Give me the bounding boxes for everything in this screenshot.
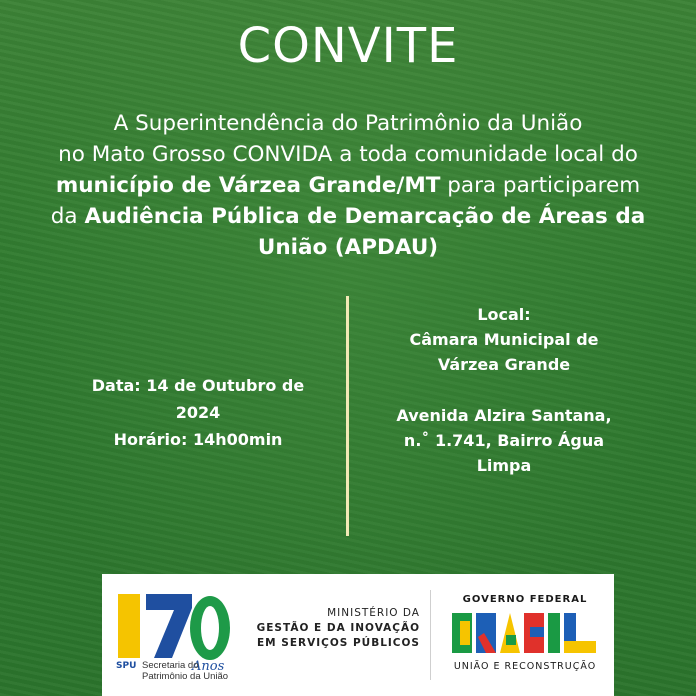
intro-line-4 bbox=[0, 201, 696, 232]
ministry-line-1: MINISTÉRIO DA bbox=[327, 607, 420, 619]
spu-caption-line-1: Secretaria do bbox=[142, 660, 199, 671]
vertical-divider bbox=[346, 296, 349, 536]
anos-label: Anos bbox=[192, 659, 225, 674]
intro-line-3-rest: para participarem bbox=[440, 173, 641, 198]
location-block bbox=[368, 302, 640, 478]
governo-federal-label: GOVERNO FEDERAL bbox=[462, 594, 588, 605]
date-line-2: 2024 bbox=[175, 403, 221, 422]
address-line-2: n.˚ 1.741, Bairro Água bbox=[403, 431, 605, 450]
intro-line-4-pre: da bbox=[50, 204, 85, 229]
location-label: Local: bbox=[477, 305, 531, 324]
spacer bbox=[368, 377, 640, 403]
date-time-block bbox=[70, 372, 326, 453]
spu-tag: SPU bbox=[116, 661, 137, 671]
municipality-name: município de Várzea Grande/MT bbox=[55, 173, 441, 198]
uniao-reconstrucao-label: UNIÃO E RECONSTRUÇÃO bbox=[453, 661, 597, 672]
page-title: CONVITE bbox=[237, 18, 459, 74]
date-line-1: Data: 14 de Outubro de bbox=[91, 376, 305, 395]
spu-caption bbox=[142, 660, 262, 682]
spu-caption-line-2: Patrimônio da União bbox=[142, 671, 229, 682]
venue-line-1: Câmara Municipal de bbox=[409, 330, 599, 349]
intro-line-5 bbox=[0, 232, 696, 263]
intro-line-3 bbox=[0, 170, 696, 201]
brasil-wordmark-logo bbox=[450, 609, 600, 657]
address-line-1: Avenida Alzira Santana, bbox=[396, 406, 612, 425]
intro-line-1: A Superintendência do Patrimônio da União bbox=[113, 111, 583, 136]
ministry-line-3: EM SERVIÇOS PÚBLICOS bbox=[257, 637, 420, 649]
event-name-part-2: União (APDAU) bbox=[257, 235, 439, 260]
address-line-3: Limpa bbox=[476, 456, 532, 475]
intro-line-2: no Mato Grosso CONVIDA a toda comunidade local do bbox=[58, 142, 638, 167]
event-name-part-1: Audiência Pública de Demarcação de Áreas da bbox=[84, 204, 646, 229]
venue-line-2: Várzea Grande bbox=[437, 355, 571, 374]
logo-separator bbox=[430, 590, 431, 680]
ministry-line-2: GESTÃO E DA INOVAÇÃO bbox=[256, 622, 420, 634]
brasil-wordmark-text: BRASIL bbox=[450, 609, 454, 610]
time-line: Horário: 14h00min bbox=[113, 430, 283, 449]
invitation-text bbox=[0, 108, 696, 263]
governo-federal-logo bbox=[450, 594, 600, 672]
ministry-logo-text bbox=[235, 606, 420, 651]
